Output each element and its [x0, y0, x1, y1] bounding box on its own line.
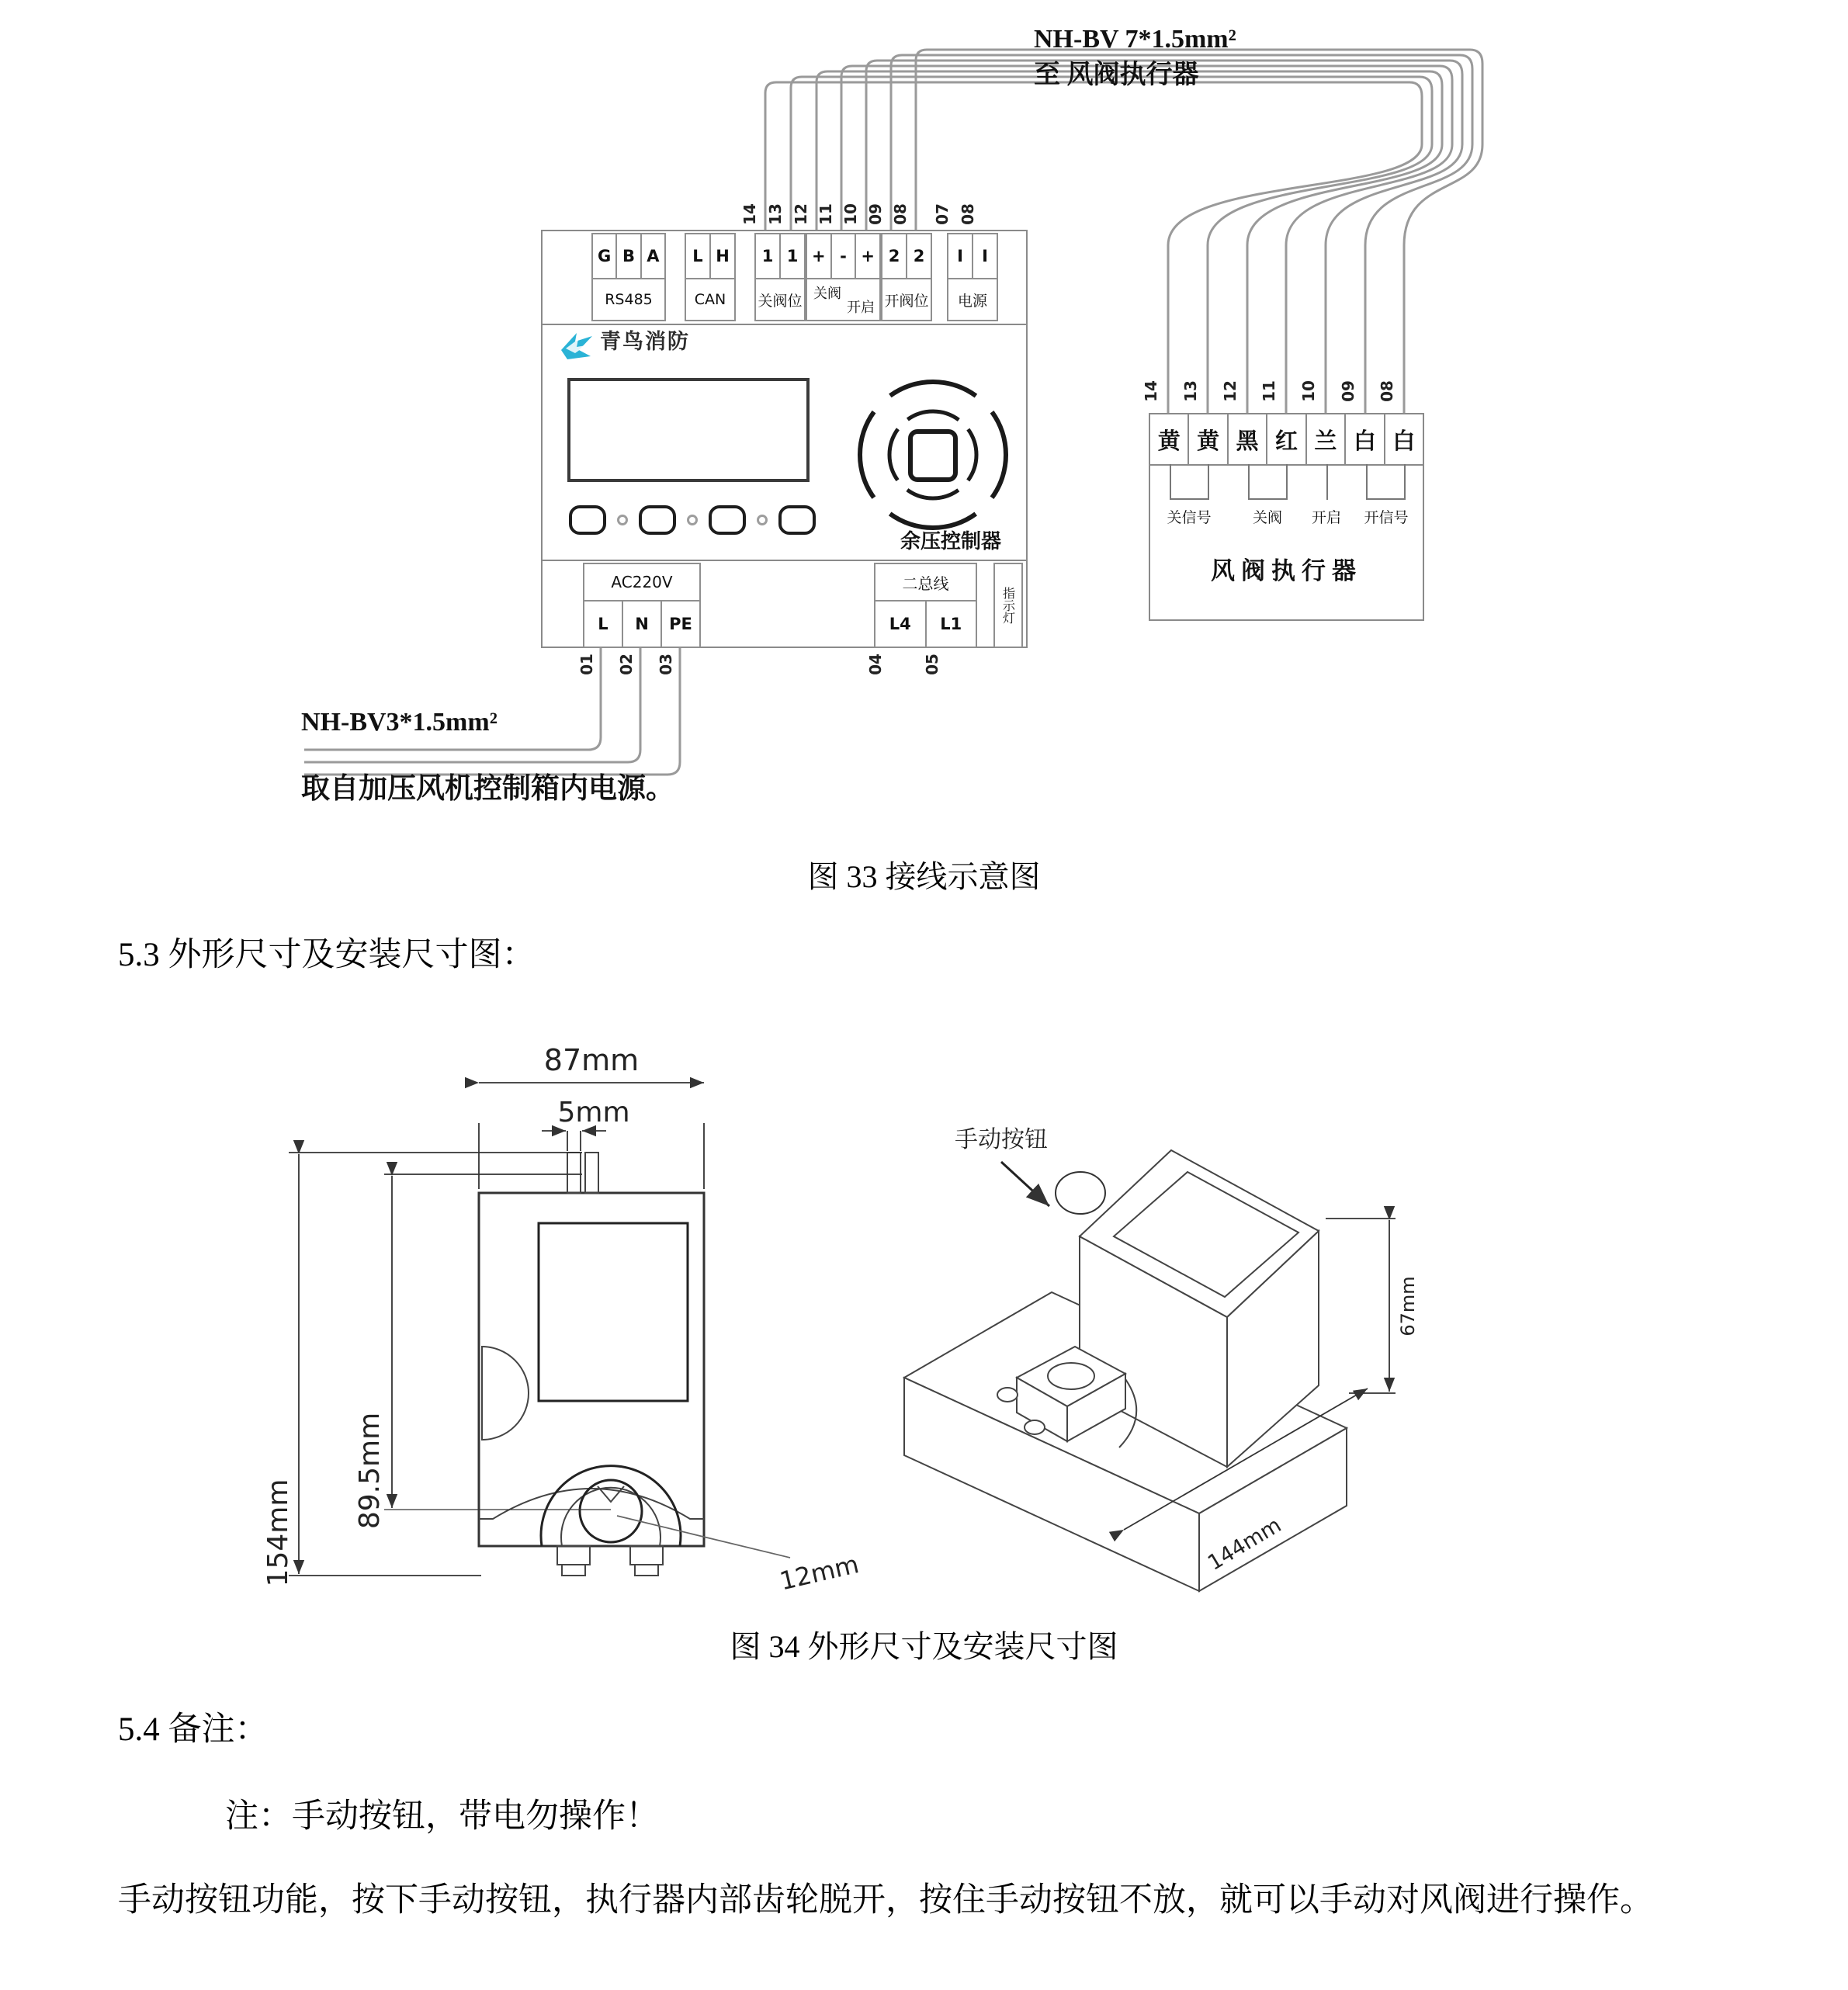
terminal: -: [830, 234, 855, 278]
dim-144mm: 144mm: [1204, 1513, 1286, 1576]
terminal-group-label: RS485: [591, 279, 666, 321]
top-cable-label: [1034, 22, 1236, 93]
terminal-group-close-open: [806, 233, 881, 321]
wire-number: 05: [923, 654, 941, 675]
terminal: L4: [889, 615, 911, 633]
terminal: L: [692, 247, 703, 265]
terminal: 1: [761, 247, 774, 265]
signal-bracket: [1366, 464, 1406, 500]
terminal-group-ac220v: [583, 563, 701, 648]
dim-154mm: 154mm: [262, 1479, 294, 1587]
signal-line: [1326, 464, 1328, 500]
figure-33-caption: 图 33 接线示意图: [807, 859, 1041, 894]
manual-button-label: 手动按钮: [955, 1126, 1048, 1153]
terminal: A: [640, 234, 664, 278]
panel-button: [639, 505, 676, 535]
terminal: N: [622, 602, 660, 647]
power-terminal-number: 07: [933, 203, 952, 225]
wire-number: 09: [866, 203, 885, 225]
terminal-group-label: 二总线: [874, 563, 977, 602]
actuator-title: 风阀执行器: [1211, 557, 1362, 584]
terminal-group-label: CAN: [685, 279, 736, 321]
terminal: G: [598, 247, 612, 265]
pressure-controller-device: [541, 230, 1028, 648]
signal-group-label: 开信号: [1364, 509, 1409, 526]
signal-group-label: 关信号: [1167, 509, 1212, 526]
terminal: 1: [779, 234, 804, 278]
wire-number: 11: [1260, 380, 1278, 402]
section-5-3-heading: 5.3 外形尺寸及安装尺寸图：: [118, 937, 536, 973]
terminal-group-label: 开阀位: [881, 279, 932, 321]
terminal: L: [598, 615, 608, 633]
terminal: 2: [906, 234, 931, 278]
terminal-wire-color: 黄: [1157, 428, 1181, 454]
terminal: +: [812, 247, 826, 265]
wire-number: 04: [866, 654, 885, 675]
actuator-terminal-row: [1150, 414, 1423, 466]
terminal-group-rs485: [591, 233, 666, 321]
wire-number: 01: [577, 654, 596, 675]
figure-34-caption: 图 34 外形尺寸及安装尺寸图: [730, 1629, 1118, 1664]
terminal-group-bus: [874, 563, 977, 648]
terminal-wire-color: 黑: [1227, 414, 1266, 464]
wire-number: 08: [891, 203, 910, 225]
wire-number: 02: [617, 654, 636, 675]
wire-number: 12: [1221, 380, 1240, 402]
dimension-drawing-isometric: [877, 1044, 1498, 1599]
power-terminal-number: 08: [959, 203, 977, 225]
terminal: L1: [925, 602, 976, 647]
terminal-wire-color: 黄: [1188, 414, 1226, 464]
device-model-label: 余压控制器: [900, 530, 1001, 553]
signal-bracket: [1248, 464, 1288, 500]
terminal: B: [615, 234, 640, 278]
wire-number: 09: [1339, 380, 1357, 402]
panel-button: [778, 505, 816, 535]
panel-button: [569, 505, 606, 535]
dimension-drawing-front-view: [233, 1036, 869, 1603]
wire-number: 13: [1181, 380, 1200, 402]
controller-bottom-terminal-strip: [543, 560, 1026, 650]
terminal-group-open-position: [881, 233, 932, 321]
terminal-wire-color: 兰: [1305, 414, 1344, 464]
section-5-4-heading: 5.4 备注：: [118, 1711, 269, 1748]
signal-group-label: 关阀: [1252, 509, 1282, 526]
dim-67mm: 67mm: [1397, 1276, 1419, 1336]
terminal-group-label: 关阀 开启: [806, 279, 881, 321]
terminal: PE: [660, 602, 699, 647]
terminal: I: [972, 234, 997, 278]
note-text: 注：手动按钮，带电勿操作！: [225, 1798, 659, 1835]
panel-button: [709, 505, 746, 535]
indicator-led: [617, 515, 628, 525]
dim-89-5mm: 89.5mm: [354, 1412, 386, 1530]
wire-number: 08: [1378, 380, 1396, 402]
terminal-wire-color: 白: [1344, 414, 1383, 464]
controller-buttons: [569, 505, 816, 535]
terminal-group-power: [947, 233, 998, 321]
indicator-led: [687, 515, 698, 525]
terminal-wire-color: 白: [1384, 414, 1423, 464]
controller-face: [543, 325, 1026, 560]
wire-number: 03: [657, 654, 675, 675]
terminal: 2: [888, 247, 900, 265]
wire-number: 12: [792, 203, 810, 225]
terminal: H: [709, 234, 734, 278]
signal-group-label: 开启: [1311, 509, 1341, 526]
terminal-group-label: 电源: [947, 279, 998, 321]
indicator-led: [757, 515, 768, 525]
top-cable-spec: NH-BV 7*1.5mm²: [1034, 25, 1236, 54]
terminal-group-can: [685, 233, 736, 321]
damper-actuator-device: [1149, 413, 1424, 621]
body-paragraph: 手动按钮功能，按下手动按钮，执行器内部齿轮脱开，按住手动按钮不放，就可以手动对风阀进行操作。: [118, 1882, 1653, 1919]
wire-number: 10: [1299, 380, 1318, 402]
dim-5mm: 5mm: [557, 1097, 630, 1128]
terminal-group-label: 关阀位: [754, 279, 806, 321]
brand-logo: [560, 331, 690, 362]
wire-number: 10: [841, 203, 860, 225]
wire-number: 14: [1142, 380, 1160, 402]
controller-top-terminal-strip: [543, 231, 1026, 325]
signal-bracket: [1170, 464, 1209, 500]
dim-87mm: 87mm: [543, 1043, 640, 1077]
bottom-cable-spec: NH-BV3*1.5mm²: [301, 708, 498, 737]
wire-number: 11: [817, 203, 835, 225]
dim-12mm: 12mm: [777, 1549, 862, 1597]
brand-logo-icon: [560, 331, 594, 362]
wire-number: 14: [740, 203, 759, 225]
brand-name: 青鸟消防: [600, 330, 690, 354]
terminal-wire-color: 红: [1266, 414, 1305, 464]
bottom-cable-source: 取自加压风机控制箱内电源。: [301, 773, 674, 805]
wire-number: 13: [766, 203, 785, 225]
top-cable-dest: 至 风阀执行器: [1034, 60, 1199, 89]
terminal-group-label: AC220V: [583, 563, 701, 602]
terminal: I: [957, 247, 963, 265]
lcd-screen: [567, 378, 810, 482]
terminal-group-close-position: [754, 233, 806, 321]
navigation-pad: [851, 366, 1014, 544]
terminal: +: [855, 234, 879, 278]
indicator-lamp-label: 指示灯: [993, 563, 1023, 648]
